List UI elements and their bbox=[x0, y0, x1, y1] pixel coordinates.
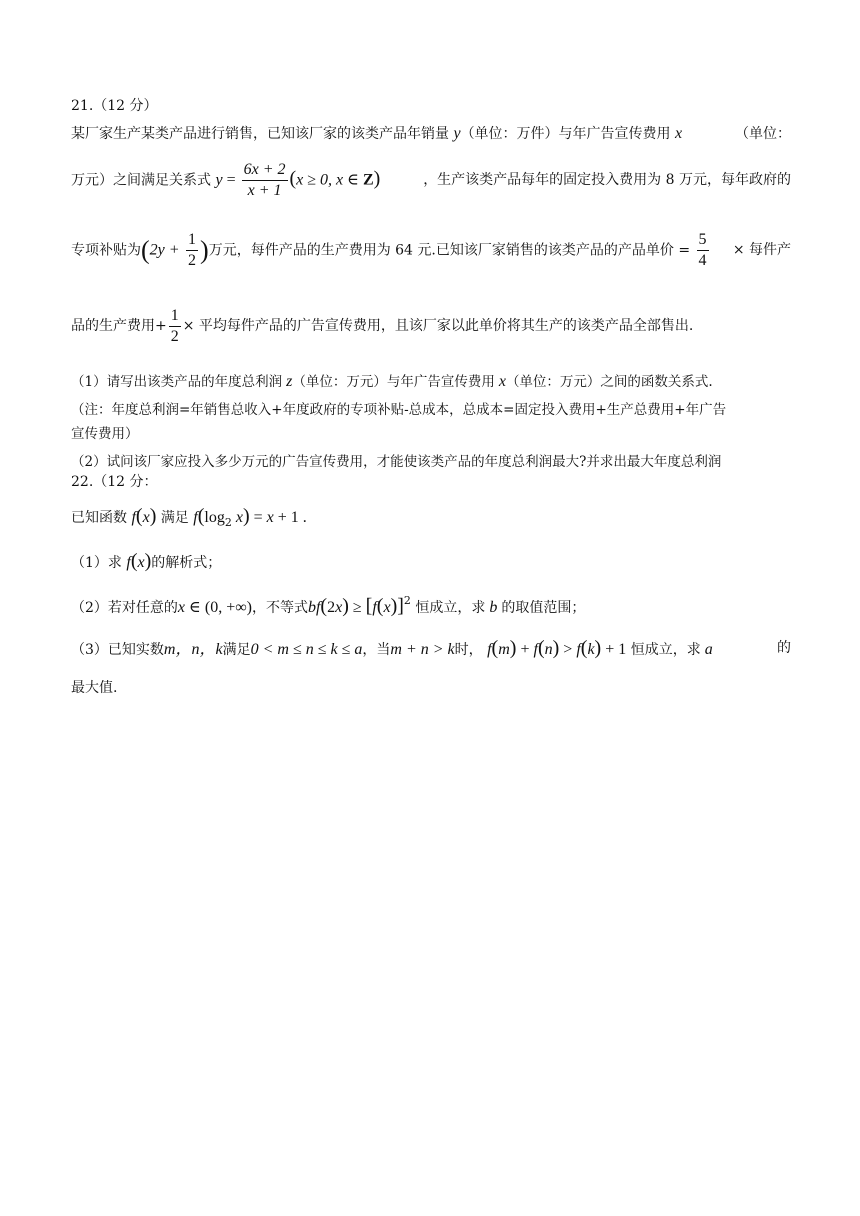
q21-line4 bbox=[71, 304, 791, 348]
document-page bbox=[71, 96, 791, 696]
q21-line2-a: 万元）之间满足关系式 bbox=[71, 172, 211, 188]
q21-line2: 万元）之间满足关系式 y = $\frac{6x + 2}{x + 1}$ (x ≥ 0, x ∈ Z) ，生产该类产品每年的固定投入费用为 8 万元，每年政府的 bbox=[71, 160, 791, 199]
q21-relation-fraction: $\frac{6x + 2}{x + 1}$ bbox=[243, 160, 286, 199]
q22-sub2: （2）若对任意的x ∈ (0, +∞)，不等式$bf(2x) \ge [f(x)]^2$ 恒成立，求 b 的取值范围； bbox=[71, 594, 586, 617]
q21-line1-x: （单位： bbox=[735, 126, 791, 142]
q21-sub2: （2）试问该厂家应投入多少万元的广告宣传费用，才能使该类产品的年度总利润最大?并求出最大年度总利润 bbox=[71, 454, 722, 470]
q21-line3-a: 专项补贴为 bbox=[71, 242, 141, 258]
q22-last-line: 最大值. bbox=[71, 680, 118, 696]
q22-header: 22.（12 分： bbox=[71, 474, 158, 490]
q21-subsidy-half: $\frac{1}{2}$ bbox=[188, 230, 197, 269]
q21-note-line1: （注：年度总利润=年销售总收入+年度政府的专项补贴-总成本，总成本=固定投入费用+生产总费用+年广告 bbox=[71, 402, 727, 418]
q21-sub1: （1）请写出该类产品的年度总利润 z（单位：万元）与年广告宣传费用 x（单位：万元）之间的函数关系式. bbox=[71, 373, 713, 390]
q21-line3: 专项补贴为(2y + $\frac{1}{2}$ )万元，每件产品的生产费用为 64 元.已知该厂家销售的该类产品的产品单价 = $\frac{5}{4}$ × 每件产 bbox=[71, 230, 791, 269]
q22-given: 已知函数 f(x) 满足 $f(\log_2$ x) = x + 1 . bbox=[71, 505, 307, 529]
q21-header-text: 21.（12 分） bbox=[71, 98, 158, 114]
q21-domain-cond: x ≥ 0, x ∈ bbox=[296, 171, 363, 188]
q21-note-line2: 宣传费用） bbox=[71, 426, 139, 442]
q21-line1: 某厂家生产某类产品进行销售，已知该厂家的该类产品年销量 y（单位：万件）与年广告宣传费用 x （单位： bbox=[71, 125, 791, 142]
q22-sub1: （1）求 f(x)的解析式； bbox=[71, 550, 222, 572]
q21-line1-text: 某厂家生产某类产品进行销售，已知该厂家的该类产品年销量 bbox=[71, 126, 449, 142]
q21-line3-c: × 每件产 bbox=[732, 242, 791, 258]
q21-ad-fraction: $\frac{1}{2}$ bbox=[170, 306, 179, 345]
q21-line2-b: ，生产该类产品每年的固定投入费用为 8 万元，每年政府的 bbox=[423, 172, 791, 188]
q21-line4-a: 品的生产费用+ bbox=[71, 318, 167, 334]
q21-line4-b: × 平均每件产品的广告宣传费用，且该厂家以此单价将其生产的该类产品全部售出. bbox=[182, 318, 694, 334]
q21-line1-y: （单位：万件）与年广告宣传费用 bbox=[460, 126, 671, 142]
q21-header bbox=[71, 96, 791, 116]
q21-line3-b: 万元，每件产品的生产费用为 64 元.已知该厂家销售的该类产品的产品单价 = bbox=[208, 242, 691, 258]
q21-integer-set: Z bbox=[363, 171, 374, 188]
q21-price-fraction: $\frac{5}{4}$ bbox=[698, 230, 707, 269]
q22-sub3: （3）已知实数m，n，k满足0 < m ≤ n ≤ k ≤ a，当m + n > k时， f(m) + f(n) > f(k) + 1 恒成立，求 a 的 bbox=[71, 637, 791, 659]
